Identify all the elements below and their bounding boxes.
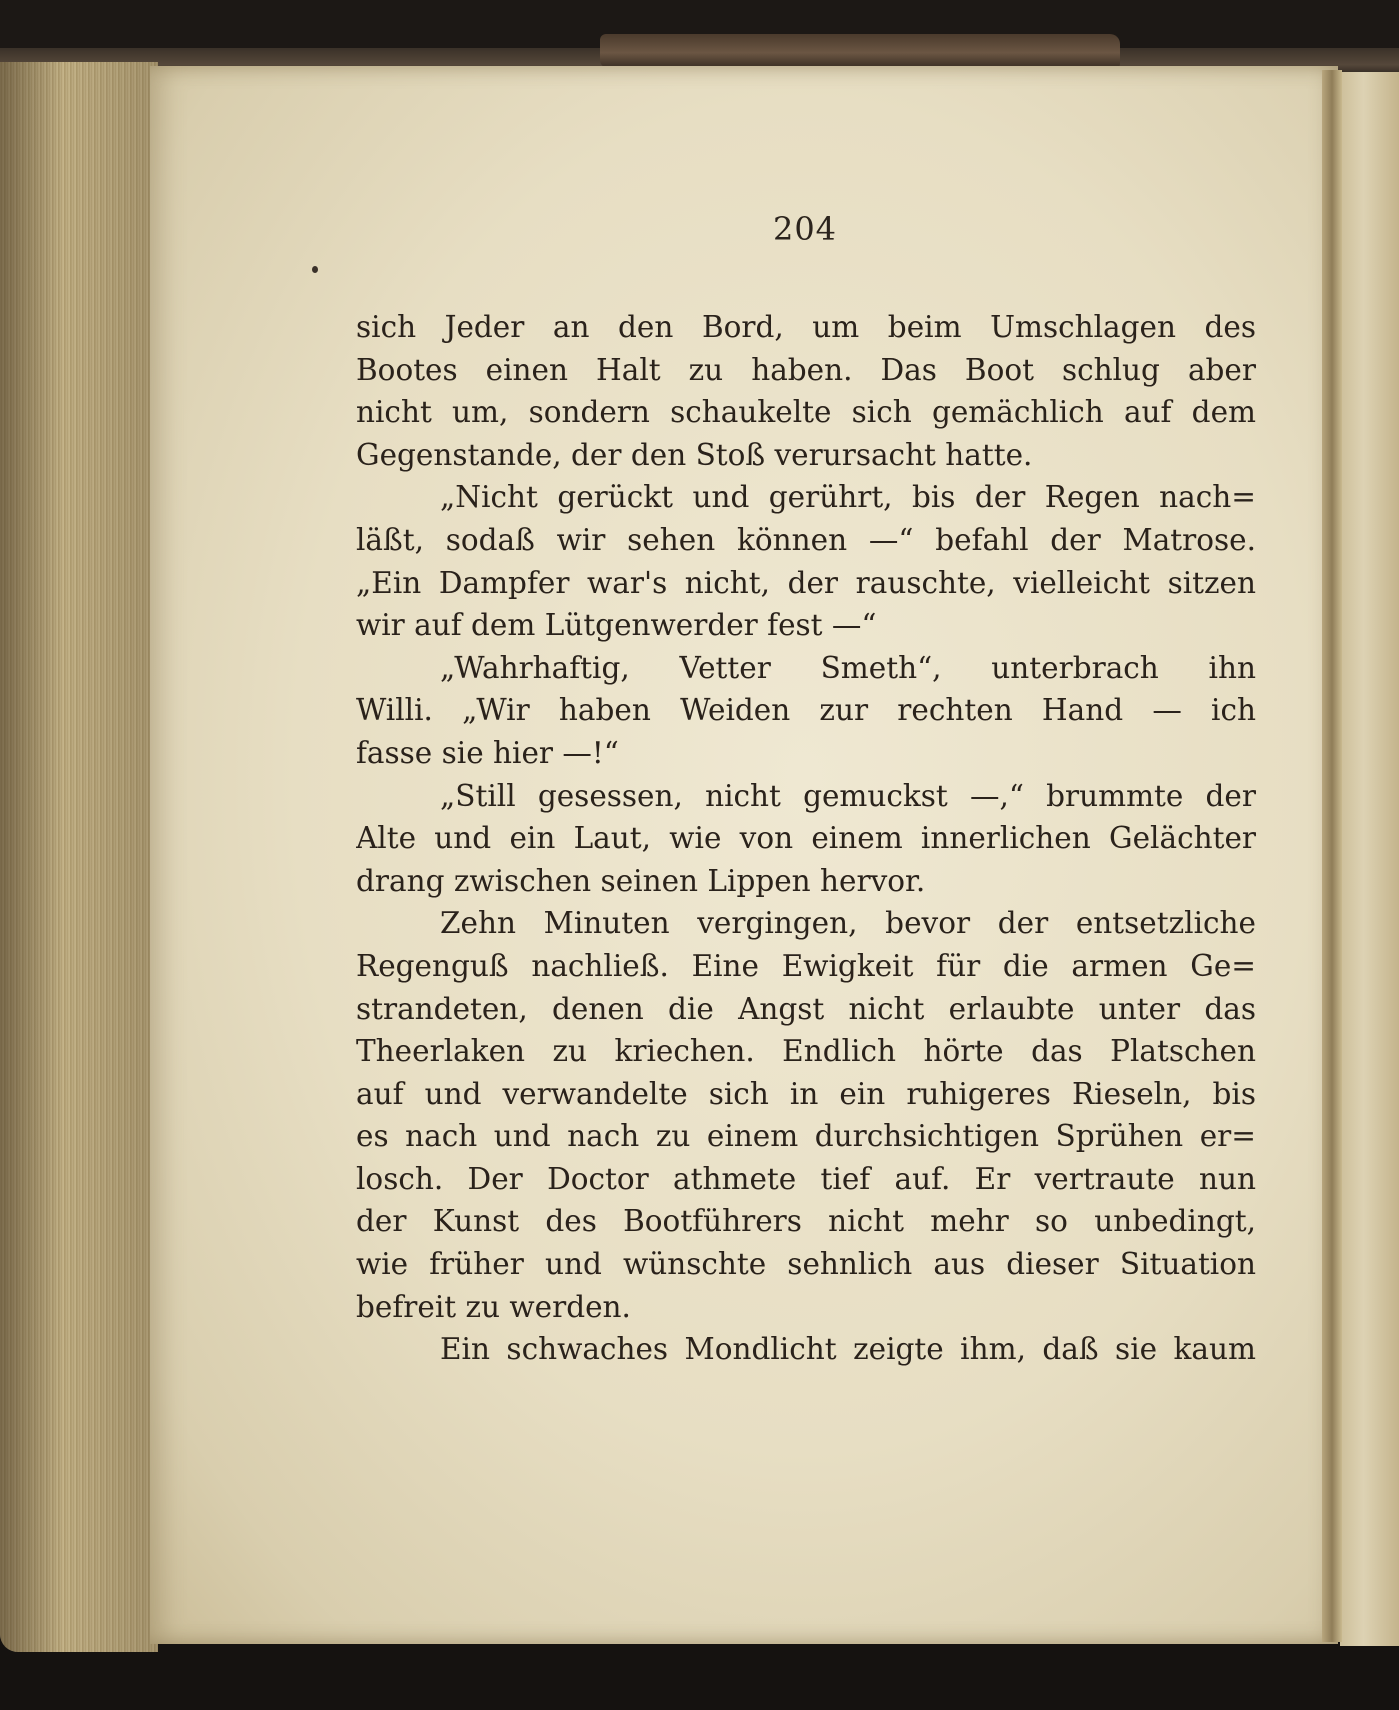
binding-leather-patch <box>600 34 1120 68</box>
text-line: Regenguß nachließ. Eine Ewigkeit für die armen Ge= <box>356 948 1256 983</box>
text-line: wie früher und wünschte sehnlich aus dieser Situation <box>356 1247 1256 1282</box>
text-line: es nach und nach zu einem durchsichtigen Sprühen er= <box>356 1119 1256 1154</box>
text-line: befreit zu werden. <box>356 1289 631 1324</box>
text-line: sich Jeder an den Bord, um beim Umschlagen des <box>356 310 1256 344</box>
text-line: „Nicht gerückt und gerührt, bis der Regen nach= <box>440 480 1256 515</box>
text-line: Theerlaken zu kriechen. Endlich hörte das Platschen <box>356 1034 1256 1069</box>
page-edges-shade <box>0 62 158 1652</box>
text-line: fasse sie hier —!“ <box>356 735 619 770</box>
text-line: Zehn Minuten vergingen, bevor der entsetzliche <box>440 906 1256 941</box>
text-line: Gegenstande, der den Stoß verursacht hatte. <box>356 437 1033 472</box>
text-line: drang zwischen seinen Lippen hervor. <box>356 863 926 898</box>
text-line: „Wahrhaftig, Vetter Smeth“, unterbrach ihn <box>440 650 1256 685</box>
page-number: 204 <box>772 210 838 248</box>
book-gutter <box>1322 70 1342 1642</box>
text-line: der Kunst des Bootführers nicht mehr so unbedingt, <box>356 1204 1256 1239</box>
text-line: auf und verwandelte sich in ein ruhigeres Rieseln, bis <box>356 1076 1256 1111</box>
text-line: wir auf dem Lütgenwerder fest —“ <box>356 608 877 643</box>
text-line: Ein schwaches Mondlicht zeigte ihm, daß sie kaum <box>440 1332 1256 1367</box>
text-line: Bootes einen Halt zu haben. Das Boot schlug aber <box>356 352 1256 387</box>
next-page-sliver <box>1340 72 1399 1646</box>
text-line: läßt, sodaß wir sehen können —“ befahl der Matrose. <box>356 522 1256 557</box>
text-line: „Ein Dampfer war's nicht, der rauschte, vielleicht sitzen <box>356 565 1256 600</box>
ink-speck <box>312 266 318 273</box>
text-line: Alte und ein Laut, wie von einem innerlichen Gelächter <box>356 821 1256 856</box>
text-line: strandeten, denen die Angst nicht erlaubte unter das <box>356 991 1256 1026</box>
text-line: „Still gesessen, nicht gemuckst —,“ brummte der <box>440 778 1256 813</box>
text-line: Willi. „Wir haben Weiden zur rechten Hand — ich <box>356 693 1256 728</box>
text-line: nicht um, sondern schaukelte sich gemächlich auf dem <box>356 395 1256 430</box>
text-line: losch. Der Doctor athmete tief auf. Er vertraute nun <box>356 1161 1256 1196</box>
body-text <box>356 306 1256 1371</box>
